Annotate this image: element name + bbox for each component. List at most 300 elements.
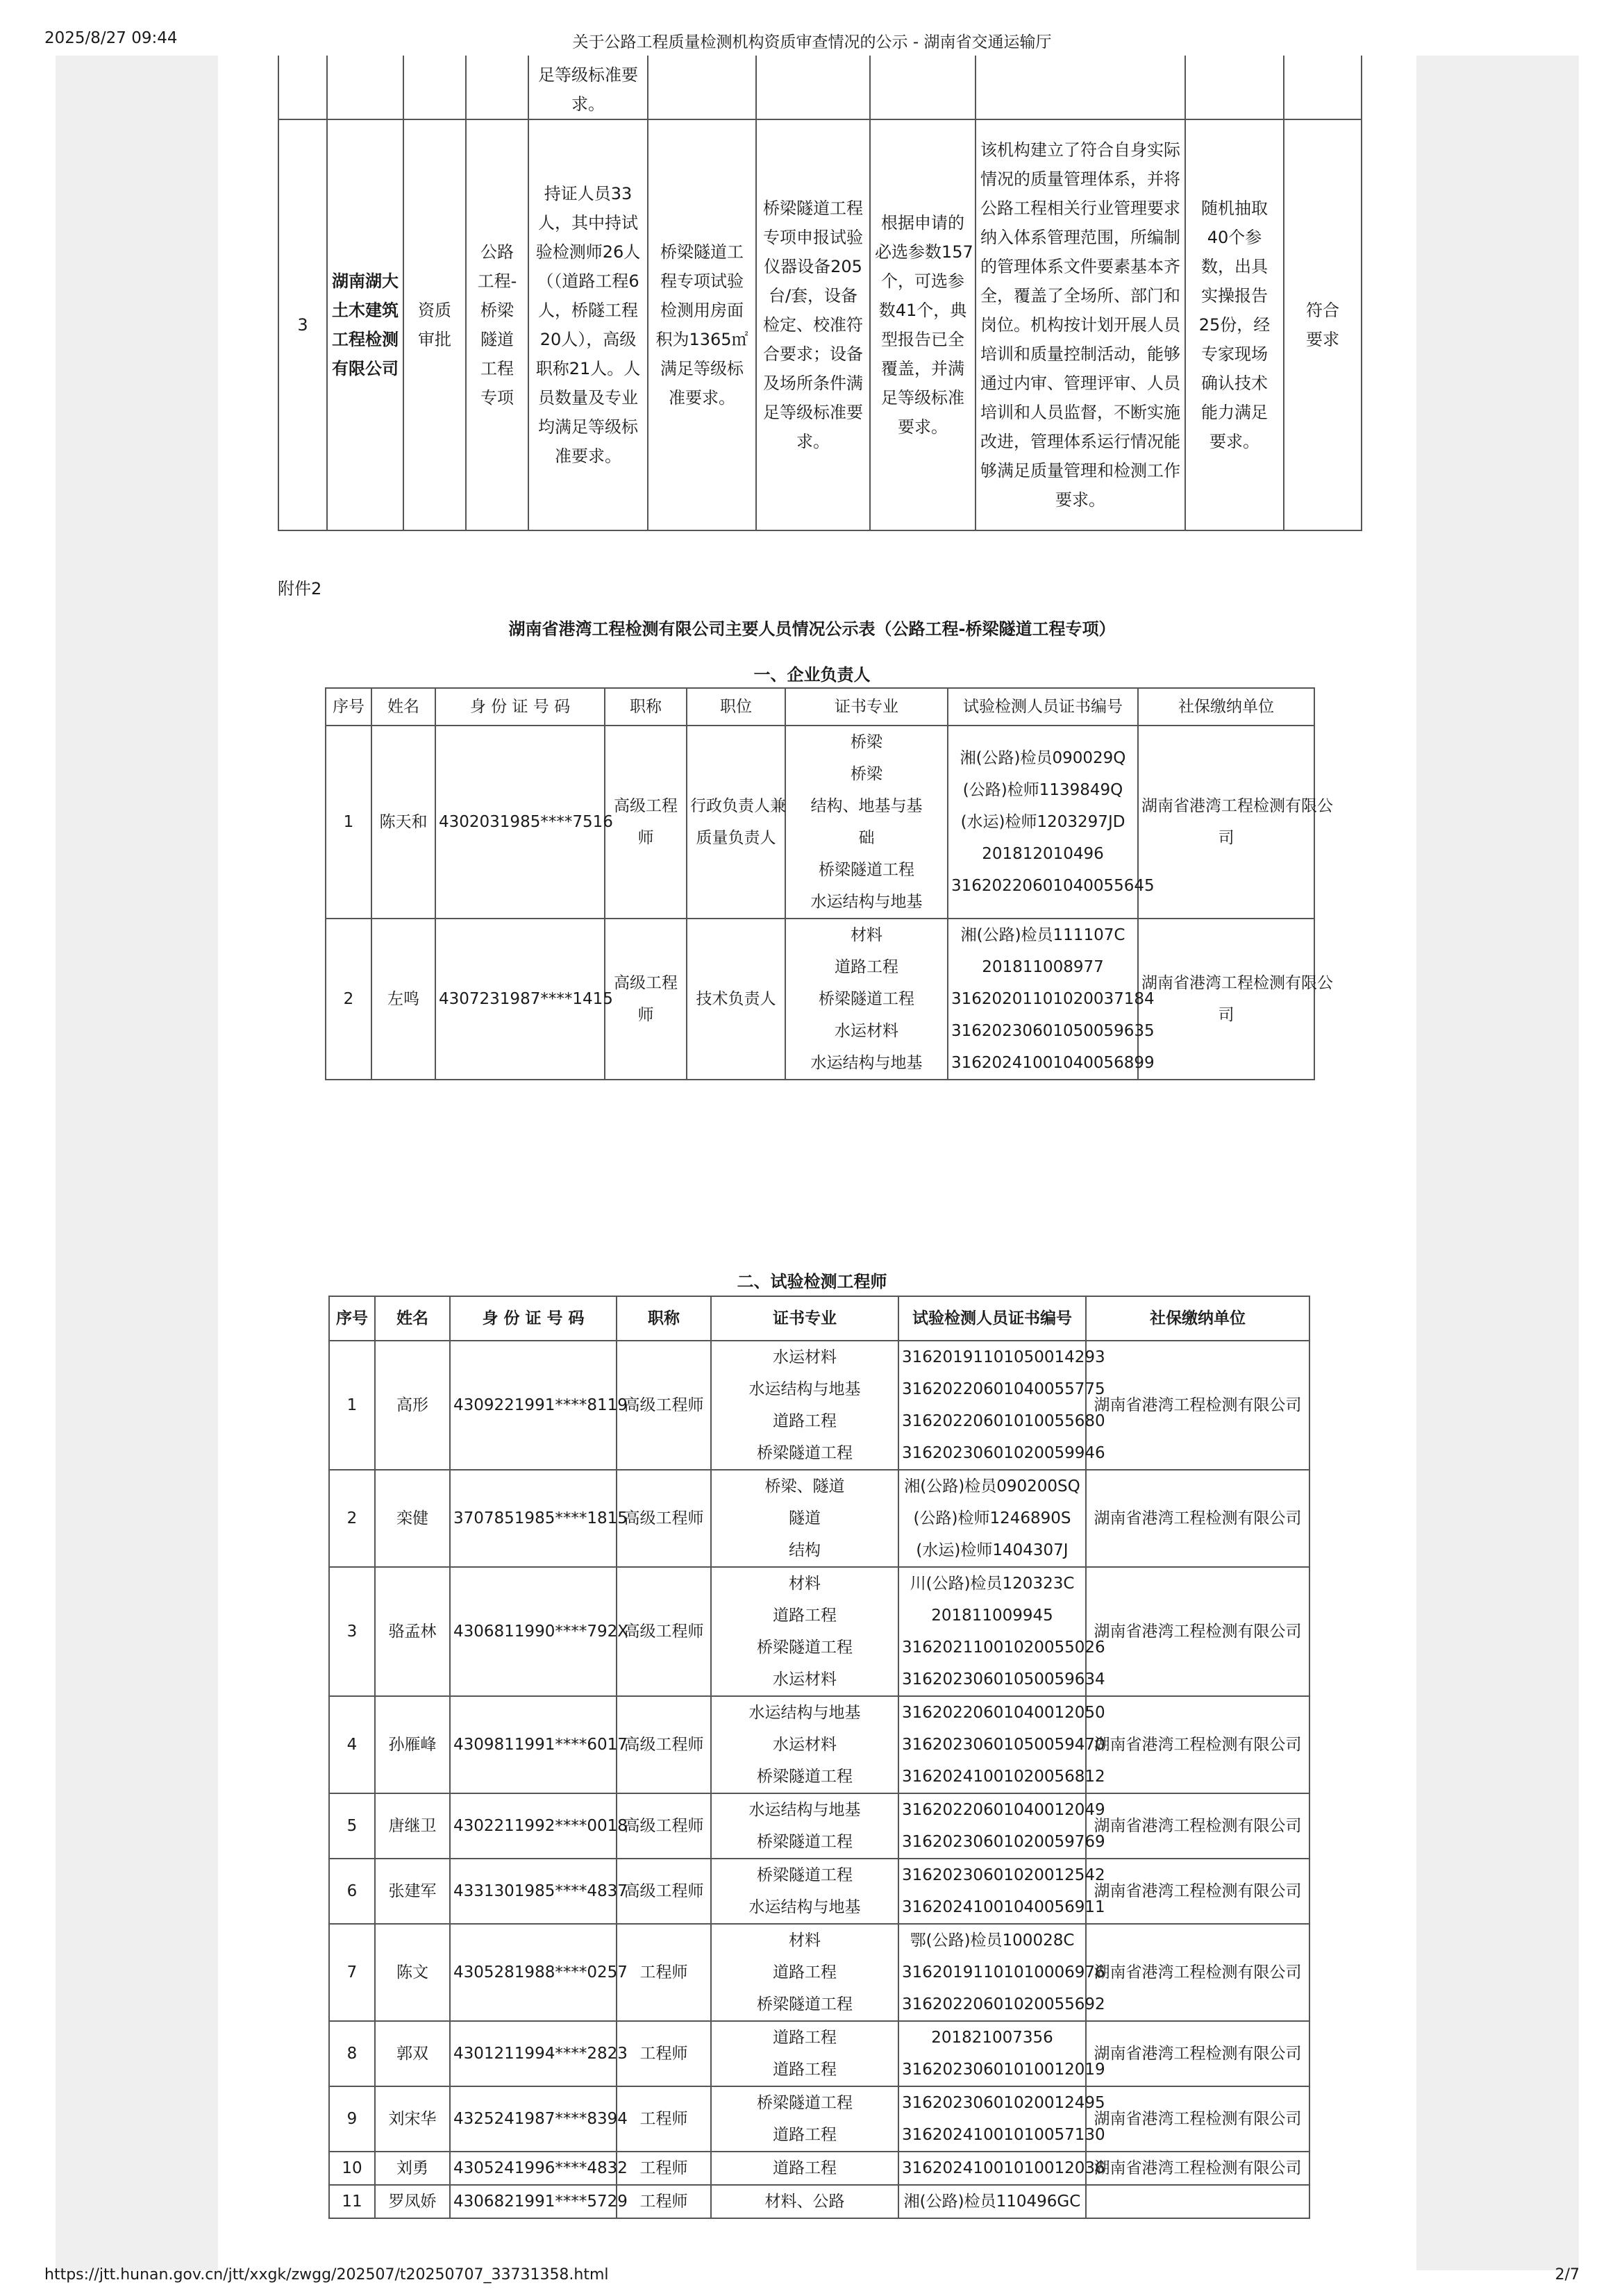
cell-line: (水运)检师1203297JD (960, 813, 1125, 831)
cell-line: 结构 (789, 1541, 821, 1559)
person-name: 罗凤娇 (375, 2185, 450, 2218)
pro-title: 高级工程师 (617, 1793, 711, 1859)
id-number: 3707851985****1815 (450, 1470, 617, 1567)
col-certs: 试验检测人员证书编号 (948, 688, 1138, 726)
cell-line: 水运结构与地基 (748, 1898, 861, 1916)
cell-line: 程专项试验 (660, 271, 744, 291)
document-title: 湖南省港湾工程检测有限公司主要人员情况公示表（公路工程-桥梁隧道工程专项） (508, 619, 1116, 639)
cell-line: 31620230601050059635 (951, 1022, 1155, 1040)
engineer-row (329, 2152, 1309, 2185)
cell-line: 覆盖，并满 (881, 359, 964, 378)
cell-line: 31620241001010057130 (902, 2126, 1105, 2144)
cell-line: 桥梁 (480, 301, 514, 320)
cell-line: 工程 (480, 359, 514, 378)
cell-line: 水运材料 (773, 1348, 837, 1366)
insurance-unit: 湖南省港湾工程检测有限公司 (1086, 1696, 1309, 1793)
cert-majors (711, 1924, 898, 2021)
cert-numbers (898, 1924, 1105, 2021)
insurance-unit: 湖南省港湾工程检测有限公司 (1086, 2086, 1309, 2152)
row-number: 10 (329, 2152, 375, 2185)
col-no: 序号 (326, 688, 371, 726)
cert-numbers (898, 2185, 1086, 2218)
cert-majors (711, 2152, 898, 2185)
cell-line: 验检测师26人 (535, 242, 641, 262)
insurance-unit: 湖南省港湾工程检测有限公司 (1086, 1859, 1309, 1924)
cell-line: 水运结构与地基 (748, 1704, 861, 1722)
cell-line: 道路工程 (773, 2126, 837, 2144)
qualification-category (466, 119, 528, 530)
cert-majors (711, 1341, 898, 1470)
cell-line: 要求。 (898, 417, 948, 437)
cell-line: 桥梁隧道工程 (757, 1639, 853, 1657)
cell-line: 201821007356 (931, 2029, 1053, 2047)
person-name: 唐继卫 (375, 1793, 450, 1859)
cell-line: 人，其中持试 (538, 213, 638, 233)
cell-line: 材料 (789, 1575, 821, 1593)
person-name: 孙雁峰 (375, 1696, 450, 1793)
col-unit: 社保缴纳单位 (1086, 1296, 1309, 1341)
cert-numbers (948, 919, 1155, 1080)
cell-line: 实操报告 (1201, 286, 1268, 305)
cell-line: 桥梁隧道工程 (763, 199, 863, 218)
insurance-unit: 湖南省港湾工程检测有限公司 (1086, 1470, 1309, 1567)
position (687, 726, 785, 919)
cell-line: 31620230601010012019 (902, 2061, 1105, 2079)
cert-numbers (898, 2086, 1105, 2152)
row-number: 9 (329, 2086, 375, 2152)
cell-line: 审批 (418, 330, 451, 349)
person-name: 陈文 (375, 1924, 450, 2021)
cell-line: 合要求；设备 (763, 344, 863, 364)
id-number: 4301211994****2823 (450, 2021, 617, 2086)
cell-line: 20人），高级 (539, 330, 637, 349)
engineers-header-row (329, 1296, 1309, 1341)
engineers-body (329, 1341, 1309, 2218)
cell-line: 道路工程 (773, 1607, 837, 1625)
cell-line: 31620191101010006976 (902, 1963, 1105, 1981)
cell-line: 湘(公路)检员090200SQ (904, 1477, 1080, 1495)
firm-name (327, 119, 403, 530)
cell-line: 司 (1218, 829, 1234, 847)
id-number: 4325241987****8394 (450, 2086, 617, 2152)
cell-line: 有限公司 (332, 359, 399, 378)
review-row-3 (278, 119, 1362, 530)
insurance-unit: 湖南省港湾工程检测有限公司 (1086, 1793, 1309, 1859)
cell-line: 质量负责人 (696, 829, 776, 847)
cell-line: 31620220601010055680 (902, 1412, 1105, 1430)
cell-line: 湖南省港湾工程检测有限公 (1141, 797, 1333, 815)
cell-line: 桥梁隧道工程 (757, 2094, 853, 2112)
engineer-row (329, 1567, 1309, 1696)
row-number: 7 (329, 1924, 375, 2021)
cell-line: 道路工程 (773, 2061, 837, 2079)
section1-title: 一、企业负责人 (753, 665, 871, 685)
engineer-row (329, 2086, 1309, 2152)
cert-numbers (898, 1859, 1105, 1924)
cell-line: 资质 (418, 301, 451, 320)
person-name: 骆孟林 (375, 1567, 450, 1696)
row-number: 1 (326, 726, 371, 919)
cell-line: 员数量及专业 (538, 388, 638, 408)
cell-line: 31620230601020059946 (902, 1444, 1105, 1462)
print-page-number: 2/7 (1555, 2266, 1580, 2284)
cell-line: 满足等级标 (660, 359, 744, 378)
cell-line: 桥梁隧道工程 (757, 1866, 853, 1884)
insurance-unit (1138, 919, 1333, 1080)
cell-line: 求。 (571, 94, 605, 114)
cell-line: （（道路工程6 (537, 271, 639, 291)
cert-majors (711, 2021, 898, 2086)
pro-title: 高级工程师 (617, 1859, 711, 1924)
cell-line: 31620241001040056899 (951, 1054, 1155, 1072)
cell-line: 岗位。机构按计划开展人员 (980, 315, 1180, 335)
col-name: 姓名 (375, 1296, 450, 1341)
cell-line: 通过内审、管理评审、人员 (980, 374, 1180, 393)
engineer-row (329, 2021, 1309, 2086)
cell-line: 40个参 (1207, 228, 1262, 247)
cell-line: 根据申请的 (881, 213, 964, 233)
cell-line: 湖南省港湾工程检测有限公 (1141, 974, 1333, 992)
cell-line: 个，可选参 (881, 271, 964, 291)
cert-majors (711, 1793, 898, 1859)
cert-majors (785, 726, 948, 919)
equipment-review (756, 119, 870, 530)
cell-line: 足等级标准要 (538, 65, 638, 85)
cell-line: 仪器设备205 (764, 257, 862, 276)
cell-line: 桥梁隧道工程 (757, 1833, 853, 1851)
cell-line: 31620230601050059634 (902, 1670, 1105, 1689)
leaders-body (326, 726, 1333, 1080)
cell-line: 31620201101020037184 (951, 990, 1155, 1008)
cell-line: 湘(公路)检员111107C (960, 926, 1125, 944)
cell-line: 公路工程相关行业管理要求 (980, 199, 1180, 218)
cell-line: 础 (858, 829, 875, 847)
cell-line: 持证人员33 (544, 184, 633, 203)
cell-line: 确认技术 (1201, 374, 1268, 393)
review-row-continued (278, 56, 1362, 119)
cell-line: 桥梁隧道工程 (757, 1995, 853, 2013)
cell-line: 职称21人。人 (535, 359, 641, 378)
cell-line: 隧道 (789, 1509, 821, 1527)
conclusion (1284, 119, 1362, 530)
insurance-unit (1086, 2185, 1309, 2218)
leaders-table (325, 687, 1333, 1080)
col-title: 职称 (617, 1296, 711, 1341)
cell-line: 桥梁隧道工程 (757, 1768, 853, 1786)
pro-title: 工程师 (617, 2021, 711, 2086)
insurance-unit: 湖南省港湾工程检测有限公司 (1086, 2021, 1309, 2086)
engineer-row (329, 1924, 1309, 2021)
cell-line: 改进，管理体系运行情况能 (980, 432, 1180, 451)
cell-line: 专家现场 (1201, 344, 1268, 364)
attachment-label: 附件2 (278, 579, 322, 598)
cell-line: 材料 (851, 926, 882, 944)
leader-row (326, 919, 1314, 1080)
cell-line: 隧道 (480, 330, 514, 349)
insurance-unit: 湖南省港湾工程检测有限公司 (1086, 1924, 1309, 2021)
pro-title: 高级工程师 (617, 1567, 711, 1696)
cell-line: 均满足等级标 (538, 417, 638, 437)
cell-line: 道路工程 (773, 2029, 837, 2047)
engineer-row (329, 1859, 1309, 1924)
engineer-row (329, 1341, 1309, 1470)
cell-line: 水运材料 (835, 1022, 898, 1040)
cell-line: 3162022060104005564​5 (951, 877, 1155, 895)
row-number: 1 (329, 1341, 375, 1470)
cell-line: 湘(公路)检员110496GC (903, 2193, 1081, 2211)
print-url: https://jtt.hunan.gov.cn/jtt/xxgk/zwgg/202507/t20250707_33731358.html (44, 2266, 609, 2284)
cert-majors (785, 919, 948, 1080)
row-number: 2 (326, 919, 371, 1080)
cell-line: 够满足质量管理和检测工作 (980, 461, 1180, 480)
cert-numbers (898, 1470, 1086, 1567)
cell-line: 检定、校准符 (763, 315, 863, 335)
cert-majors (711, 1470, 898, 1567)
cell-line: 桥梁 (851, 765, 882, 783)
person-name: 左鸣 (371, 919, 435, 1080)
id-number: 4331301985****4837 (450, 1859, 617, 1924)
row-number: 11 (329, 2185, 375, 2218)
cell-line: 公路 (480, 242, 514, 262)
cell-line: 随机抽取 (1201, 199, 1268, 218)
id-number: 4309811991****6017 (450, 1696, 617, 1793)
leaders-header-row (326, 688, 1314, 726)
cert-numbers (898, 2152, 1105, 2185)
cell-line: 培训和质量控制活动，能够 (980, 344, 1180, 364)
cell-line: 桥梁隧道工程 (819, 861, 914, 879)
cell-line: 31620241001010012036 (902, 2159, 1105, 2177)
cell-line: 司 (1218, 1006, 1234, 1024)
id-number: 4309221991****8119 (450, 1341, 617, 1470)
cell-line: 的管理体系文件要素基本齐 (980, 257, 1180, 276)
cell-line: 准要求。 (669, 388, 735, 408)
engineer-row (329, 1793, 1309, 1859)
engineer-row (329, 1470, 1309, 1567)
cell-line: 工程- (477, 271, 517, 291)
engineer-row (329, 2185, 1309, 2218)
cell-line: 及场所条件满 (763, 374, 863, 393)
cell-line: 201811008977 (982, 958, 1104, 976)
cell-line: 纳入体系管理范围，所编制 (980, 228, 1180, 247)
cell-line: 数41个，典 (878, 301, 967, 320)
id-number: 4306811990****792X (450, 1567, 617, 1696)
position (687, 919, 785, 1080)
person-name: 郭双 (375, 2021, 450, 2086)
cell-line: 材料、公路 (764, 2193, 845, 2211)
row-number: 3 (278, 119, 327, 530)
cell-line: 31620241001040056911 (902, 1898, 1105, 1916)
row-number: 3 (329, 1567, 375, 1696)
cell-line: 31620230601050059470 (902, 1736, 1105, 1754)
cell-line: 桥梁 (851, 733, 882, 751)
col-id: 身 份 证 号 码 (435, 688, 605, 726)
management-review (976, 119, 1185, 530)
person-name: 高形 (375, 1341, 450, 1470)
cell-line: 道路工程 (773, 1963, 837, 1981)
cell-line: 要求。 (1055, 490, 1105, 510)
cert-numbers (898, 1567, 1105, 1696)
cell-line: 道路工程 (773, 1412, 837, 1430)
id-number: 4305241996****4832 (450, 2152, 617, 2185)
continued-cell (528, 56, 648, 119)
row-number: 2 (329, 1470, 375, 1567)
cell-line: 道路工程 (835, 958, 898, 976)
cert-numbers (948, 726, 1155, 919)
person-name: 张建军 (375, 1859, 450, 1924)
right-margin-band (1416, 56, 1579, 2270)
row-number: 8 (329, 2021, 375, 2086)
cell-line: 人，桥隧工程 (538, 301, 638, 320)
params-review (870, 119, 976, 530)
cell-line: (水运)检师1404307J (916, 1541, 1069, 1559)
cell-line: 31620191101050014293 (902, 1348, 1105, 1366)
cell-line: 工程检测 (332, 330, 399, 349)
person-name: 栾健 (375, 1470, 450, 1567)
cell-line: 水运材料 (773, 1736, 837, 1754)
cell-line: 31620241001020056812 (902, 1768, 1105, 1786)
cell-line: 31620230601020059769 (902, 1833, 1105, 1851)
cell-line: 水运结构与地基 (810, 893, 923, 911)
insurance-unit (1138, 726, 1333, 919)
cell-line: 桥梁隧道工程 (757, 1444, 853, 1462)
row-number: 4 (329, 1696, 375, 1793)
cell-line: 情况的质量管理体系，并将 (980, 169, 1180, 189)
cell-line: 结构、地基与基 (810, 797, 923, 815)
insurance-unit: 湖南省港湾工程检测有限公司 (1086, 1567, 1309, 1696)
id-number: 4306821991****5729 (450, 2185, 617, 2218)
id-number: 4302031985****7516 (435, 726, 605, 919)
cell-line: 31620220601020055692 (902, 1995, 1105, 2013)
cert-majors (711, 1696, 898, 1793)
cell-line: 201812010496 (982, 845, 1104, 863)
insurance-unit: 湖南省港湾工程检测有限公司 (1086, 2152, 1309, 2185)
cell-line: 鄂(公路)检员100028C (910, 1932, 1075, 1950)
cell-line: 川(公路)检员120323C (910, 1575, 1075, 1593)
col-no: 序号 (329, 1296, 375, 1341)
col-unit: 社保缴纳单位 (1138, 688, 1314, 726)
col-name: 姓名 (371, 688, 435, 726)
pro-title: 高级工程师 (605, 919, 687, 1080)
cell-line: 湘(公路)检员090029Q (960, 749, 1126, 767)
section2-title: 二、试验检测工程师 (737, 1272, 887, 1291)
cert-numbers (898, 1696, 1105, 1793)
cell-line: 水运结构与地基 (810, 1054, 923, 1072)
pro-title: 高级工程师 (617, 1696, 711, 1793)
cell-line: 符合 (1306, 301, 1339, 320)
cell-line: 数，出具 (1201, 257, 1268, 276)
cert-majors (711, 1859, 898, 1924)
col-certs: 试验检测人员证书编号 (898, 1296, 1086, 1341)
cell-line: 31620220601040012049 (902, 1801, 1105, 1819)
cell-line: 台/套，设备 (768, 286, 858, 305)
pro-title: 高级工程师 (617, 1341, 711, 1470)
cell-line: 全，覆盖了全场所、部门和 (980, 286, 1180, 305)
cell-line: 要求 (1306, 330, 1339, 349)
cell-line: (公路)检师1139849Q (962, 781, 1123, 799)
cell-line: 25份，经 (1198, 315, 1271, 335)
cell-line: 必选参数157 (875, 242, 973, 262)
cell-line: 水运材料 (773, 1670, 837, 1689)
id-number: 4305281988****0257 (450, 1924, 617, 2021)
cell-line: 求。 (796, 432, 830, 451)
print-page-title: 关于公路工程质量检测机构资质审查情况的公示 - 湖南省交通运输厅 (572, 33, 1052, 51)
cell-line: 材料 (789, 1932, 821, 1950)
cell-line: 行政负责人兼 (690, 797, 786, 815)
engineer-row (329, 1696, 1309, 1793)
pro-title: 高级工程师 (617, 1470, 711, 1567)
engineers-table (328, 1296, 1310, 2219)
col-position: 职位 (687, 688, 785, 726)
left-margin-band (56, 56, 218, 2270)
cell-line: 桥梁隧道工 (660, 242, 744, 262)
cert-numbers (898, 1793, 1105, 1859)
personnel-review (528, 119, 648, 530)
cell-line: 检测用房面 (660, 301, 744, 320)
cell-line: 31620211001020055026 (902, 1639, 1105, 1657)
cell-line: 桥梁隧道工程 (819, 990, 914, 1008)
review-table (278, 56, 1362, 531)
cell-line: 专项申报试验 (763, 228, 863, 247)
cert-majors (711, 2086, 898, 2152)
insurance-unit: 湖南省港湾工程检测有限公司 (1086, 1341, 1309, 1470)
cell-line: 型报告已全 (881, 330, 964, 349)
person-name: 刘宋华 (375, 2086, 450, 2152)
id-number: 4307231987****1415 (435, 919, 605, 1080)
cell-line: 该机构建立了符合自身实际 (980, 140, 1180, 160)
cell-line: 31620220601040012050 (902, 1704, 1105, 1722)
row-number: 5 (329, 1793, 375, 1859)
col-title: 职称 (605, 688, 687, 726)
review-type (403, 119, 466, 530)
col-id: 身 份 证 号 码 (450, 1296, 617, 1341)
cell-line: 水运结构与地基 (748, 1380, 861, 1398)
cell-line: 湖南湖大 (332, 271, 399, 291)
row-number: 6 (329, 1859, 375, 1924)
col-majors: 证书专业 (785, 688, 948, 726)
print-datetime: 2025/8/27 09:44 (44, 29, 178, 47)
cert-majors (711, 2185, 898, 2218)
pro-title: 工程师 (617, 1924, 711, 2021)
cell-line: 31620230601020012495 (902, 2094, 1105, 2112)
pro-title: 工程师 (617, 2086, 711, 2152)
cell-line: 准要求。 (555, 446, 621, 466)
cell-line: 水运结构与地基 (748, 1801, 861, 1819)
cell-line: 培训和人员监督，不断实施 (980, 403, 1180, 422)
cell-line: (公路)检师1246890S (913, 1509, 1071, 1527)
id-number: 4302211992****0018 (450, 1793, 617, 1859)
onsite-review (1185, 119, 1284, 530)
cert-majors (711, 1567, 898, 1696)
cell-line: 道路工程 (773, 2159, 837, 2177)
cell-line: 技术负责人 (696, 990, 776, 1008)
pro-title: 工程师 (617, 2152, 711, 2185)
pro-title: 高级工程师 (605, 726, 687, 919)
cell-line: 足等级标准要 (763, 403, 863, 422)
cert-numbers (898, 1341, 1105, 1470)
cell-line: 201811009945 (931, 1607, 1053, 1625)
cell-line: 要求。 (1209, 432, 1259, 451)
cell-line: 31620220601040055775 (902, 1380, 1105, 1398)
cell-line: 足等级标准 (881, 388, 964, 408)
cell-line: 积为1365㎡ (655, 330, 748, 349)
cell-line: 土木建筑 (332, 301, 399, 320)
housing-review (648, 119, 756, 530)
cert-numbers (898, 2021, 1105, 2086)
col-majors: 证书专业 (711, 1296, 898, 1341)
leader-row (326, 726, 1314, 919)
pro-title: 工程师 (617, 2185, 711, 2218)
cell-line: 能力满足 (1201, 403, 1268, 422)
